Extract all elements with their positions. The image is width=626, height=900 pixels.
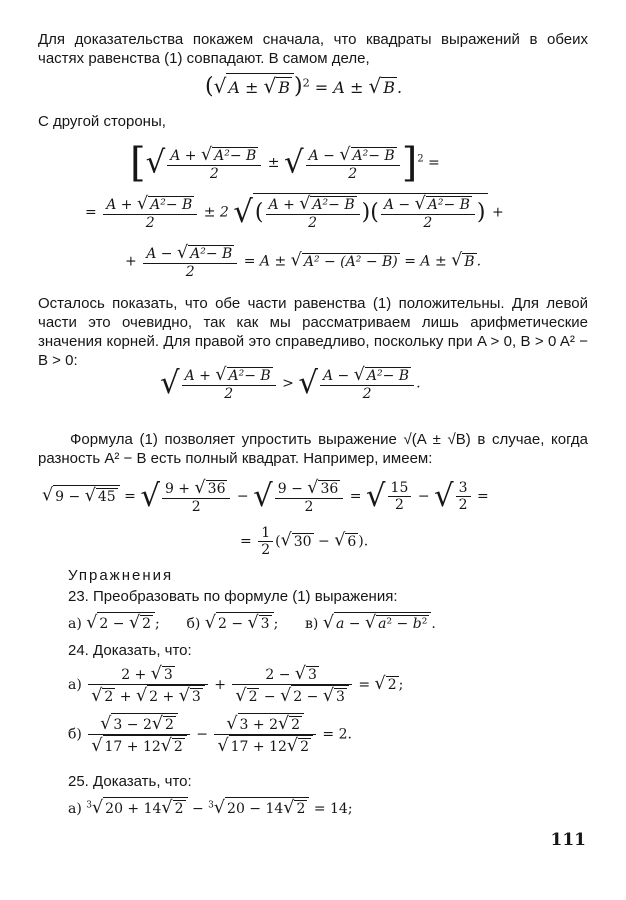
equation-expansion: = $\frac{\text{A + √ A²− B}}{2}$ ± 2 √( $\frac{\text{A + √ A²− B}}{2}$ )( $\frac{\text{A − √ A²− B}}{2}$ ) + xyxy=(85,194,504,231)
paragraph-proof-intro: Для доказательства покажем сначала, что квадраты выражений в обеих частях равенства (1) совпадают. В самом деле, xyxy=(38,31,588,67)
exercise-24-text: 24. Доказать, что: xyxy=(68,642,192,659)
equation-example: √ 9 − √ 45 = √ $\frac{9 + √ 36}{2}$ − √ $\frac{9 - √ 36}{2}$ = √ $\frac{15}{2}$ − √ $\frac{3}{2}$ = xyxy=(42,478,489,515)
exercise-25-text: 25. Доказать, что: xyxy=(68,773,192,790)
page-number: 111 xyxy=(550,830,586,850)
exercise-25a: а) $^3$√ 20 + 14√ 2 − $^3$√ 20 − 14√ 2 = 14; xyxy=(68,798,353,818)
equation-square: (√ A ± √ B )$^2$ = A ± √ B . xyxy=(205,74,403,99)
exercise-24b: б) $\frac{√ 3 - 2√ 2}{√ 17 + 12√ 2}$ − $\frac{√ 3 + 2√ 2}{√ 17 + 12√ 2}$ = 2. xyxy=(68,714,352,756)
exercise-23-text: 23. Преобразовать по формуле (1) выражения: xyxy=(68,588,398,605)
paragraph-formula-usage: Формула (1) позволяет упростить выражение √(A ± √B) в случае, когда разность A² − B есть полный квадрат. Например, имеем: xyxy=(38,431,588,467)
equation-inequality: √ $\frac{\text{A + √ A²− B}}{2}$ > √ $\frac{\text{A − √ A²− B}}{2}$ . xyxy=(160,365,421,402)
paragraph-other-side: С другой стороны, xyxy=(38,113,166,130)
equation-example-result: = $\frac{1}{2}$ (√ 30 − √ 6 ). xyxy=(240,525,369,558)
equation-sum-squared: [√ $\frac{\text{A + √ A²− B}}{2}$ ± √ $\frac{\text{A − √ A²− B}}{2}$ ]$^2$ = xyxy=(130,140,440,186)
paragraph-positive: Осталось показать, что обе части равенства (1) положительны. Для левой части это очевидно, так как мы рассматриваем лишь арифметические значения корней. Для правой это справедливо, поскольку при A > 0, B > 0 A² − B > 0: xyxy=(38,295,588,369)
exercise-24a: а) $\frac{2 + √ 3}{√ 2 + √ 2 + √ 3}$ + $\frac{2 - √ 3}{√ 2 - √ 2 - √ 3}$ = √ 2 ; xyxy=(68,664,404,706)
equation-result: + $\frac{\text{A − √ A²− B}}{2}$ = A ± √ A² − (A² − B) = A ± √ B . xyxy=(125,243,482,280)
exercises-heading: Упражнения xyxy=(68,567,174,584)
exercise-23-items: а) √ 2 − √ 2 ; б) √ 2 − √ 3 ; в) √ a − √ a² − b² . xyxy=(68,613,436,633)
